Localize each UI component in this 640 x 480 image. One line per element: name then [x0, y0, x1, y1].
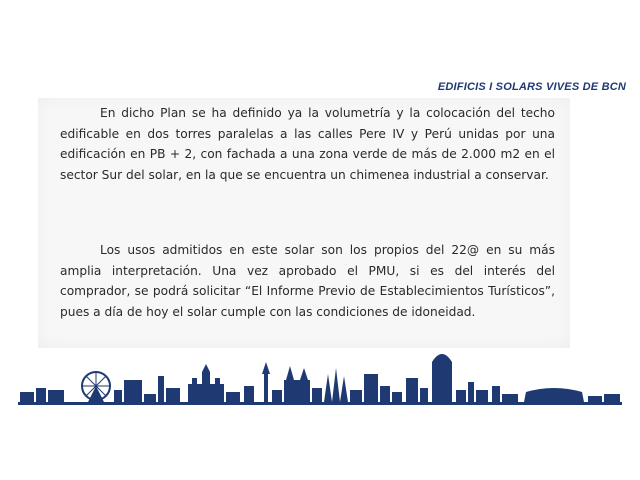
paragraph-usos: Los usos admitidos en este solar son los propios del 22@ en su más amplia interpretación. Una vez aprobado el PMU, si es del interés del comprador, se podrá solicitar “El Informe Previo de Establecimientos Turísticos”, pues a día de hoy el solar cumple con las condiciones de idoneidad.: [60, 243, 555, 319]
brand-title: EDIFICIS I SOLARS VIVES DE BCN: [437, 81, 626, 93]
barcelona-skyline-icon: [18, 340, 622, 410]
paragraph-plan: En dicho Plan se ha definido ya la volumetría y la colocación del techo edificable en dos torres paralelas a las calles Pere IV y Perú unidas por una edificación en PB + 2, con fachada a una zona verde de más de 2.000 m2 en el sector Sur del solar, en la que se encuentra un chimenea industrial a conservar.: [60, 106, 555, 182]
